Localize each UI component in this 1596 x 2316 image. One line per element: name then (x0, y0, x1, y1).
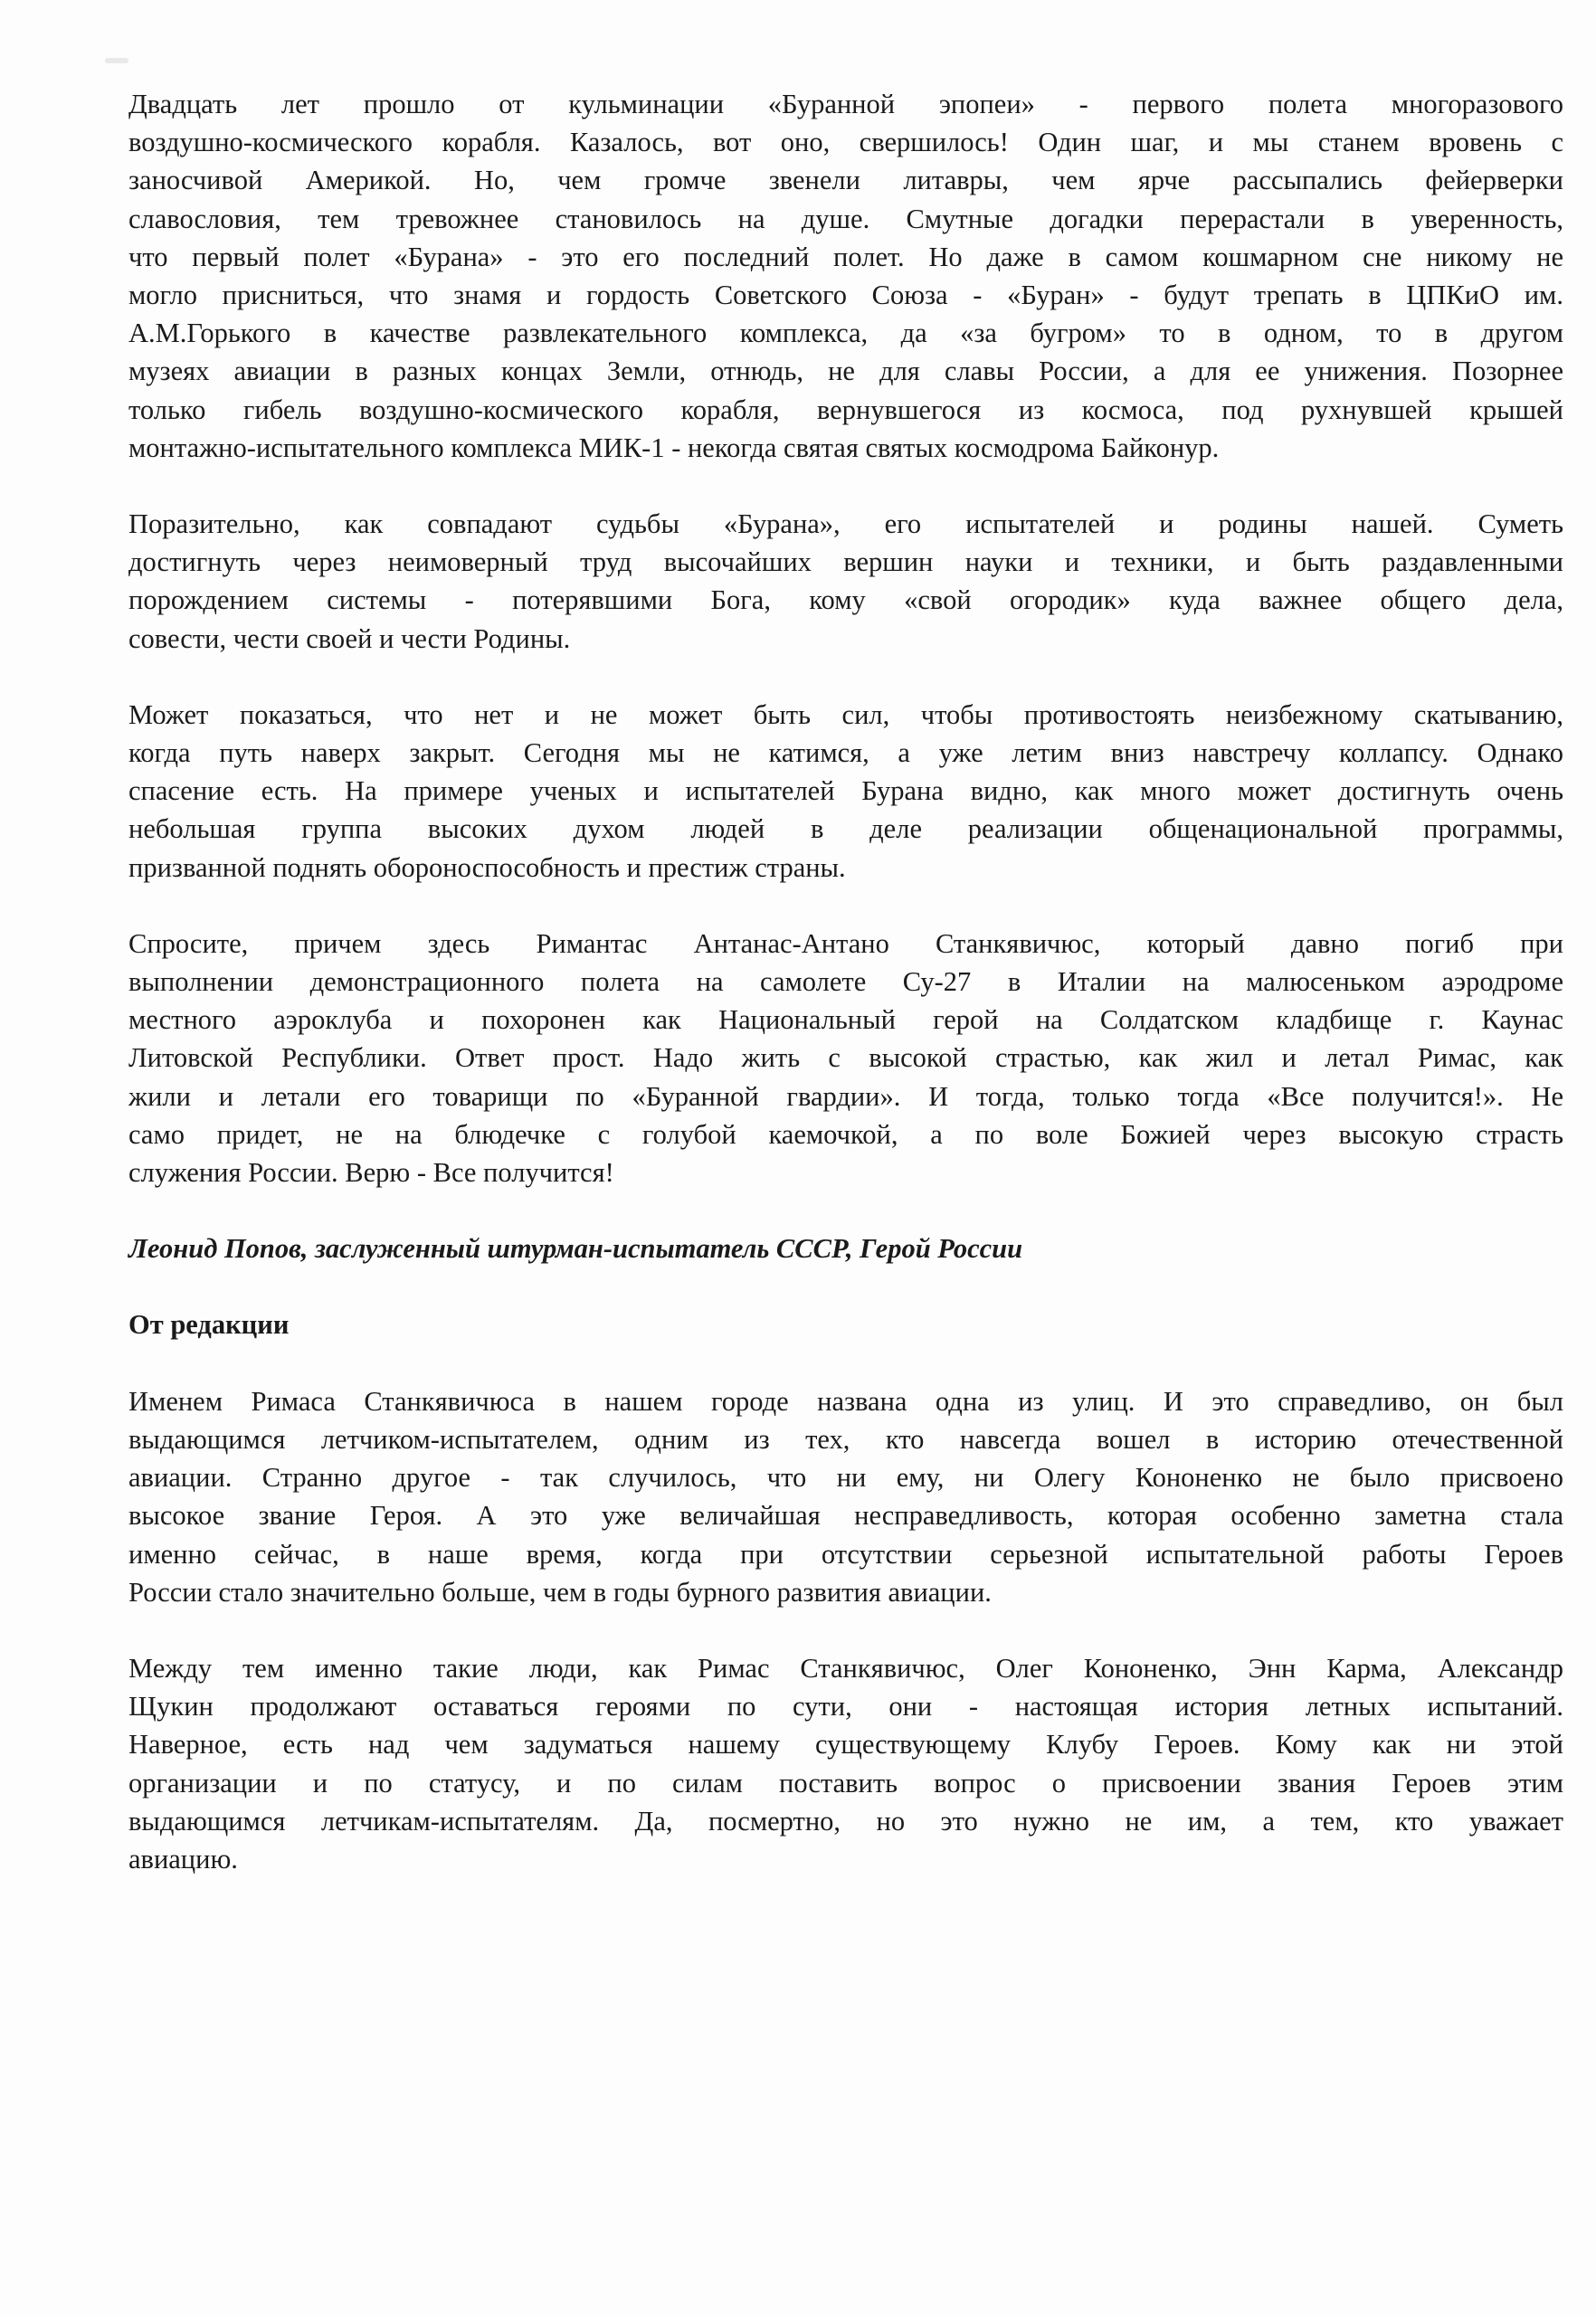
paragraph-line: Именем Римаса Станкявичюса в нашем городе названа одна из улиц. И это справедливо, он был (128, 1385, 1563, 1417)
paragraph-line: что первый полет «Бурана» - это его последний полет. Но даже в самом кошмарном сне никому не (128, 241, 1563, 272)
paragraph-line: организации и по статусу, и по силам поставить вопрос о присвоении звания Героев этим (128, 1767, 1563, 1799)
paragraph-line: выполнении демонстрационного полета на самолете Су-27 в Италии на малюсеньком аэродроме (128, 966, 1563, 998)
scan-speck (105, 58, 128, 63)
paragraph-line: призванной поднять обороноспособность и престиж страны. (128, 851, 846, 883)
author-signature: Леонид Попов, заслуженный штурман-испытатель СССР, Герой России (128, 1233, 1023, 1265)
paragraph-buran-epic (128, 85, 1563, 467)
editorial-heading: От редакции (128, 1309, 290, 1341)
paragraph-line: достигнуть через неимоверный труд высочайших вершин науки и техники, и быть раздавленными (128, 546, 1563, 578)
paragraph-line: именно сейчас, в наше время, когда при отсутствии серьезной испытательной работы Героев (128, 1538, 1563, 1570)
paragraph-stankyavichyus (128, 925, 1563, 1191)
paragraph-line: выдающимся летчикам-испытателям. Да, посмертно, но это нужно не им, а тем, кто уважает (128, 1805, 1563, 1837)
paragraph-line: славословия, тем тревожнее становилось на душе. Смутные догадки перерастали в уверенность, (128, 203, 1563, 234)
paragraph-fates (128, 505, 1563, 658)
paragraph-line: России стало значительно больше, чем в годы бурного развития авиации. (128, 1576, 992, 1608)
paragraph-line: Спросите, причем здесь Римантас Антанас-Антано Станкявичюс, который давно погиб при (128, 927, 1563, 959)
paragraph-line: когда путь наверх закрыт. Сегодня мы не катимся, а уже летим вниз навстречу коллапсу. Однако (128, 737, 1563, 769)
paragraph-line: выдающимся летчиком-испытателем, одним из тех, кто навсегда вошел в историю отечественной (128, 1423, 1563, 1455)
paragraph-line: Между тем именно такие люди, как Римас Станкявичюс, Олег Кононенко, Энн Карма, Александр (128, 1652, 1563, 1684)
paragraph-line: А.М.Горького в качестве развлекательного комплекса, да «за бугром» то в одном, то в другом (128, 318, 1563, 349)
paragraph-street-name (128, 1382, 1563, 1611)
paragraph-line: порождением системы - потерявшими Бога, кому «свой огородик» куда важнее общего дела, (128, 584, 1563, 616)
paragraph-line: Наверное, есть над чем задуматься нашему существующему Клубу Героев. Кому как ни этой (128, 1729, 1563, 1761)
paragraph-line: само придет, не на блюдечке с голубой каемочкой, а по воле Божией через высокую страсть (128, 1118, 1563, 1150)
paragraph-line: местного аэроклуба и похоронен как Национальный герой на Солдатском кладбище г. Каунас (128, 1004, 1563, 1036)
paragraph-line: Щукин продолжают оставаться героями по сути, они - настоящая история летных испытаний. (128, 1691, 1563, 1723)
paragraph-line: служения России. Верю - Все получится! (128, 1157, 614, 1189)
paragraph-heroes-club (128, 1649, 1563, 1878)
paragraph-line: Может показаться, что нет и не может быть сил, чтобы противостоять неизбежному скатыванию, (128, 698, 1563, 730)
paragraph-line: заносчивой Америкой. Но, чем громче звенели литавры, чем ярче рассыпались фейерверки (128, 165, 1563, 196)
paragraph-line: Литовской Республики. Ответ прост. Надо жить с высокой страстью, как жил и летал Римас, как (128, 1042, 1563, 1074)
paragraph-line: авиацию. (128, 1843, 238, 1875)
paragraph-line: воздушно-космического корабля. Казалось, вот оно, свершилось! Один шаг, и мы станем вровень с (128, 127, 1563, 158)
paragraph-line: высокое звание Героя. А это уже величайшая несправедливость, которая особенно заметна стала (128, 1500, 1563, 1532)
paragraph-line: жили и летали его товарищи по «Буранной гвардии». И тогда, только тогда «Все получится!». Не (128, 1080, 1563, 1112)
paragraph-line: авиации. Странно другое - так случилось, что ни ему, ни Олегу Кононенко не было присвоено (128, 1462, 1563, 1494)
paragraph-line: монтажно-испытательного комплекса МИК-1 - некогда святая святых космодрома Байконур. (128, 432, 1220, 463)
paragraph-line: Двадцать лет прошло от кульминации «Буранной эпопеи» - первого полета многоразового (128, 89, 1563, 119)
document-body (128, 85, 1563, 1916)
paragraph-salvation (128, 696, 1563, 887)
paragraph-line: музеях авиации в разных концах Земли, отнюдь, не для славы России, а для ее унижения. Позорнее (128, 356, 1563, 387)
paragraph-line: небольшая группа высоких духом людей в деле реализации общенациональной программы, (128, 813, 1563, 845)
paragraph-line: совести, чести своей и чести Родины. (128, 622, 571, 654)
paragraph-line: спасение есть. На примере ученых и испытателей Бурана видно, как много может достигнуть очень (128, 775, 1563, 807)
paragraph-line: могло присниться, что знамя и гордость Советского Союза - «Буран» - будут трепать в ЦПКиО им. (128, 280, 1563, 311)
paragraph-line: Поразительно, как совпадают судьбы «Бурана», его испытателей и родины нашей. Суметь (128, 508, 1563, 540)
paragraph-line: только гибель воздушно-космического корабля, вернувшегося из космоса, под рухнувшей крышей (128, 394, 1563, 425)
